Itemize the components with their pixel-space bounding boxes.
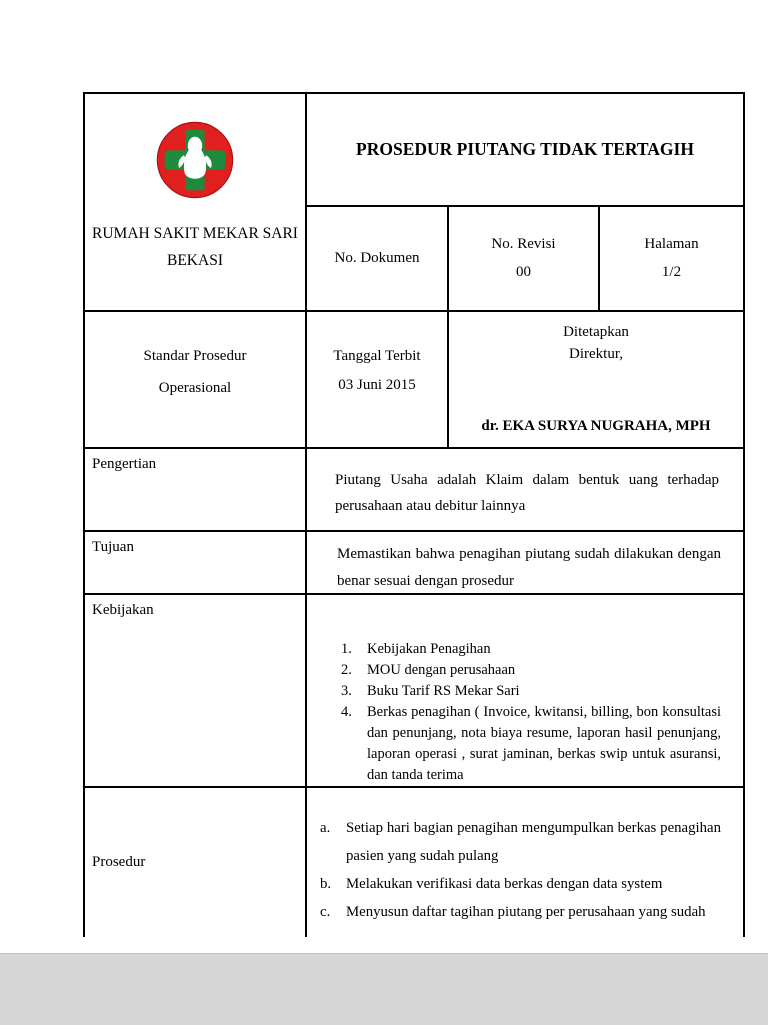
ditetapkan-cell xyxy=(449,312,743,449)
section-label-pengertian xyxy=(85,449,307,532)
hospital-header-cell xyxy=(85,94,307,312)
ditetapkan-line2: Direktur, xyxy=(569,346,623,362)
section-label-kebijakan xyxy=(85,595,307,788)
prosedur-list xyxy=(320,814,721,926)
list-item xyxy=(341,702,721,786)
list-item-text: Menyusun daftar tagihan piutang per perusahaan yang sudah xyxy=(346,904,706,920)
tanggal-terbit-value: 03 Juni 2015 xyxy=(338,376,416,393)
list-item-text: MOU dengan perusahaan xyxy=(367,662,516,678)
list-item xyxy=(341,639,721,660)
document-title: PROSEDUR PIUTANG TIDAK TERTAGIH xyxy=(356,139,694,159)
list-item xyxy=(341,660,721,681)
sop-type-line2: Operasional xyxy=(158,380,232,396)
tanggal-terbit-label: Tanggal Terbit xyxy=(333,347,421,364)
list-item-text: Buku Tarif RS Mekar Sari xyxy=(367,683,520,699)
list-item-marker: b. xyxy=(320,876,332,892)
list-item-marker: a. xyxy=(320,820,331,836)
hospital-name-line2: BEKASI xyxy=(167,252,223,269)
no-dokumen-cell xyxy=(307,207,449,312)
halaman-cell xyxy=(600,207,743,312)
list-item-text: Setiap hari bagian penagihan mengumpulkan berkas penagihan pasien yang sudah pulang xyxy=(346,820,721,864)
tanggal-terbit-cell xyxy=(307,312,449,449)
list-item xyxy=(341,681,721,702)
section-label-prosedur xyxy=(85,788,307,937)
list-item-marker: 4. xyxy=(341,704,352,720)
section-body-kebijakan xyxy=(307,595,743,788)
no-revisi-value: 00 xyxy=(516,264,531,280)
tujuan-label-text: Tujuan xyxy=(92,539,134,555)
hospital-name-line1: RUMAH SAKIT MEKAR SARI xyxy=(92,225,298,242)
document-title-cell xyxy=(307,94,743,207)
section-label-tujuan xyxy=(85,532,307,595)
halaman-value: 1/2 xyxy=(661,264,682,280)
kebijakan-label-text: Kebijakan xyxy=(92,602,154,618)
sop-type-line1: Standar Prosedur xyxy=(143,348,247,364)
list-item-marker: 3. xyxy=(341,683,352,699)
list-item xyxy=(320,870,721,898)
no-revisi-cell xyxy=(449,207,600,312)
section-body-prosedur xyxy=(307,788,743,937)
no-revisi-label: No. Revisi xyxy=(491,236,556,252)
list-item-marker: c. xyxy=(320,904,331,920)
list-item-marker: 1. xyxy=(341,641,352,657)
sop-document-table xyxy=(83,92,745,937)
direktur-name: dr. EKA SURYA NUGRAHA, MPH xyxy=(481,418,711,434)
pengertian-body-text: Piutang Usaha adalah Klaim dalam bentuk uang terhadap perusahaan atau debitur lainnya xyxy=(335,472,719,514)
list-item-text: Kebijakan Penagihan xyxy=(367,641,491,657)
hospital-logo-icon xyxy=(155,120,235,200)
ditetapkan-line1: Ditetapkan xyxy=(563,324,629,340)
halaman-label: Halaman xyxy=(644,236,699,252)
list-item-text: Melakukan verifikasi data berkas dengan data system xyxy=(346,876,663,892)
section-body-tujuan xyxy=(307,532,743,595)
section-body-pengertian xyxy=(307,449,743,532)
list-item-marker: 2. xyxy=(341,662,352,678)
prosedur-label-text: Prosedur xyxy=(92,854,146,870)
tujuan-body-text: Memastikan bahwa penagihan piutang sudah dilakukan dengan benar sesuai dengan prosedur xyxy=(337,546,721,589)
sop-type-cell xyxy=(85,312,307,449)
pengertian-label-text: Pengertian xyxy=(92,456,157,472)
page-cut-band xyxy=(0,953,768,1025)
list-item-text: Berkas penagihan ( Invoice, kwitansi, billing, bon konsultasi dan penunjang, nota biaya resume, laporan hasil penunjang, laporan operasi , surat jaminan, berkas swip untuk asuransi, dan tanda terima xyxy=(367,704,721,783)
list-item xyxy=(320,814,721,870)
list-item xyxy=(320,898,721,926)
kebijakan-list xyxy=(341,639,721,786)
no-dokumen-label: No. Dokumen xyxy=(334,250,420,266)
hospital-name xyxy=(92,220,298,274)
